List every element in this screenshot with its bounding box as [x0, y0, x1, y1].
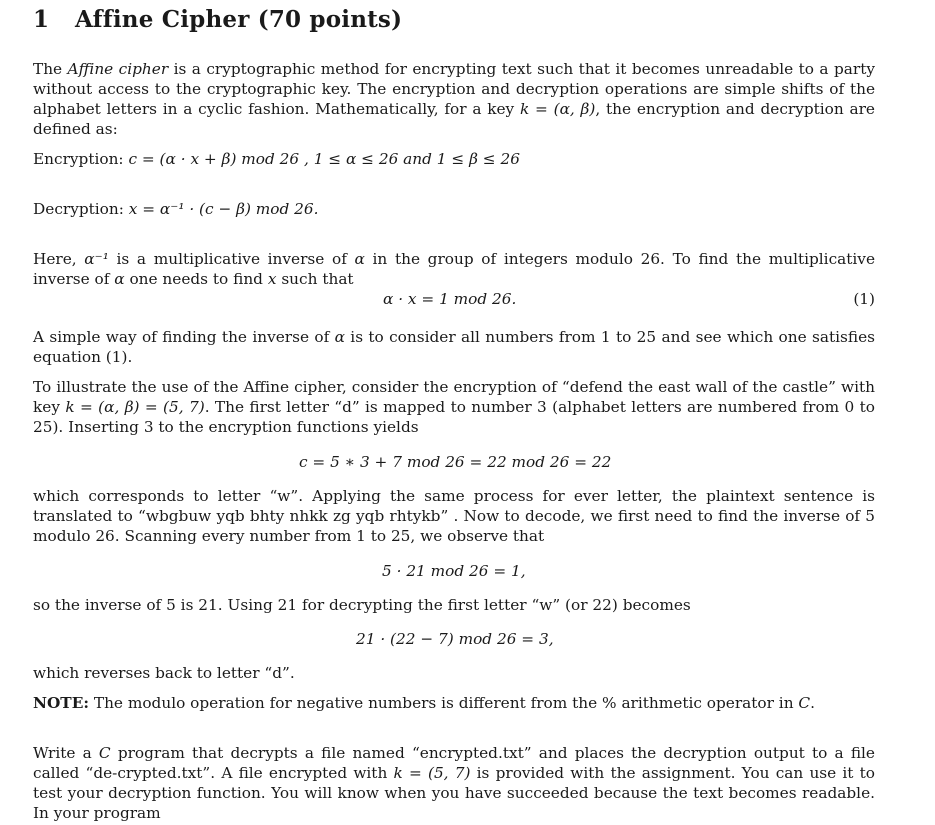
simple-way-text-a: A simple way of finding the inverse of: [33, 328, 335, 346]
task-text-b: program that decrypts a file named “encrypted.txt” and places the decryption output to a file called “de-crypted.txt”. A file encrypted with: [33, 744, 875, 782]
inverse-symbol-4: x: [267, 270, 277, 288]
inverse-text-d: one needs to find: [124, 270, 268, 288]
note-language: C: [798, 694, 811, 712]
intro-text-c: , the encryption and decryption are defined as:: [33, 100, 875, 138]
illustrate-text-b: . The first letter “d” is mapped to number 3 (alphabet letters are numbered from 0 to 25). Inserting 3 to the encryption functions yields: [33, 398, 875, 436]
equation-number: (1): [853, 290, 875, 308]
intro-key: k = (α, β): [519, 100, 596, 118]
note-text-a: The modulo operation for negative numbers is different from the % arithmetic operator in: [89, 694, 799, 712]
section-heading: [33, 6, 402, 33]
encryption-label: Encryption:: [33, 150, 129, 168]
simple-way-paragraph: [33, 327, 875, 367]
simple-way-text-b: is to consider all numbers from 1 to 25 and see which one satisfies equation (1).: [33, 328, 875, 366]
illustrate-paragraph: [33, 377, 875, 437]
decryption-definition: [33, 199, 319, 219]
encryption-definition: [33, 149, 520, 169]
inverse-symbol-3: α: [114, 270, 125, 288]
encryption-formula: c = (α · x + β) mod 26 , 1 ≤ α ≤ 26 and 1 ≤ β ≤ 26: [128, 150, 520, 168]
inverse-symbol-1: α⁻¹: [84, 250, 109, 268]
inverse-text-c: in the group of integers modulo 26. To find the multiplicative inverse of: [33, 250, 875, 288]
task-language: C: [98, 744, 111, 762]
inverse-text-b: is a multiplicative inverse of: [108, 250, 355, 268]
simple-way-symbol: α: [334, 328, 345, 346]
inverse-check-equation: 5 · 21 mod 26 = 1,: [382, 562, 526, 580]
section-title: Affine Cipher (70 points): [75, 6, 403, 33]
section-number: 1: [33, 6, 50, 33]
inverse-paragraph: [33, 249, 875, 289]
note-text-b: .: [810, 694, 816, 712]
intro-text-a: The: [33, 60, 68, 78]
task-text-c: is provided with the assignment. You can use it to test your decryption function. You will know when you have succeeded because the text becomes readable. In your program: [33, 764, 875, 822]
decryption-label: Decryption:: [33, 200, 129, 218]
corresponds-paragraph: which corresponds to letter “w”. Applying the same process for ever letter, the plaintext sentence is translated to “wbgbuw yqb bhty nhkk zg yqb rhtykb” . Now to decode, we first need to find the inverse of 5 modulo 26. Scanning every number from 1 to 25, we observe that: [33, 487, 875, 545]
inverse-equation: α · x = 1 mod 26.: [383, 290, 517, 308]
intro-paragraph: [33, 59, 875, 139]
note-paragraph: [33, 693, 875, 713]
decryption-example-equation: 21 · (22 − 7) mod 26 = 3,: [356, 630, 554, 648]
inverse-text-a: Here,: [33, 250, 85, 268]
note-label: NOTE:: [33, 694, 89, 712]
encryption-example-equation: c = 5 ∗ 3 + 7 mod 26 = 22 mod 26 = 22: [299, 453, 612, 471]
task-paragraph: [33, 743, 875, 823]
task-key: k = (5, 7): [393, 764, 471, 782]
inverse-text-e: such that: [276, 270, 354, 288]
reverses-paragraph: which reverses back to letter “d”.: [33, 664, 295, 682]
intro-emphasis: Affine cipher: [67, 60, 169, 78]
inverse-symbol-2: α: [354, 250, 365, 268]
illustrate-text-a: To illustrate the use of the Affine cipher, consider the encryption of “defend the east wall of the castle” with key: [33, 378, 875, 416]
task-text-a: Write a: [33, 744, 99, 762]
intro-text-b: is a cryptographic method for encrypting text such that it becomes unreadable to a party without access to the cryptographic key. The encryption and decryption operations are simple shifts of the alphabet letters in a cyclic fashion. Mathematically, for a key: [33, 60, 875, 118]
so-inverse-paragraph: so the inverse of 5 is 21. Using 21 for decrypting the first letter “w” (or 22) becomes: [33, 596, 691, 614]
illustrate-key: k = (α, β) = (5, 7): [65, 398, 205, 416]
decryption-formula: x = α⁻¹ · (c − β) mod 26.: [128, 200, 319, 218]
